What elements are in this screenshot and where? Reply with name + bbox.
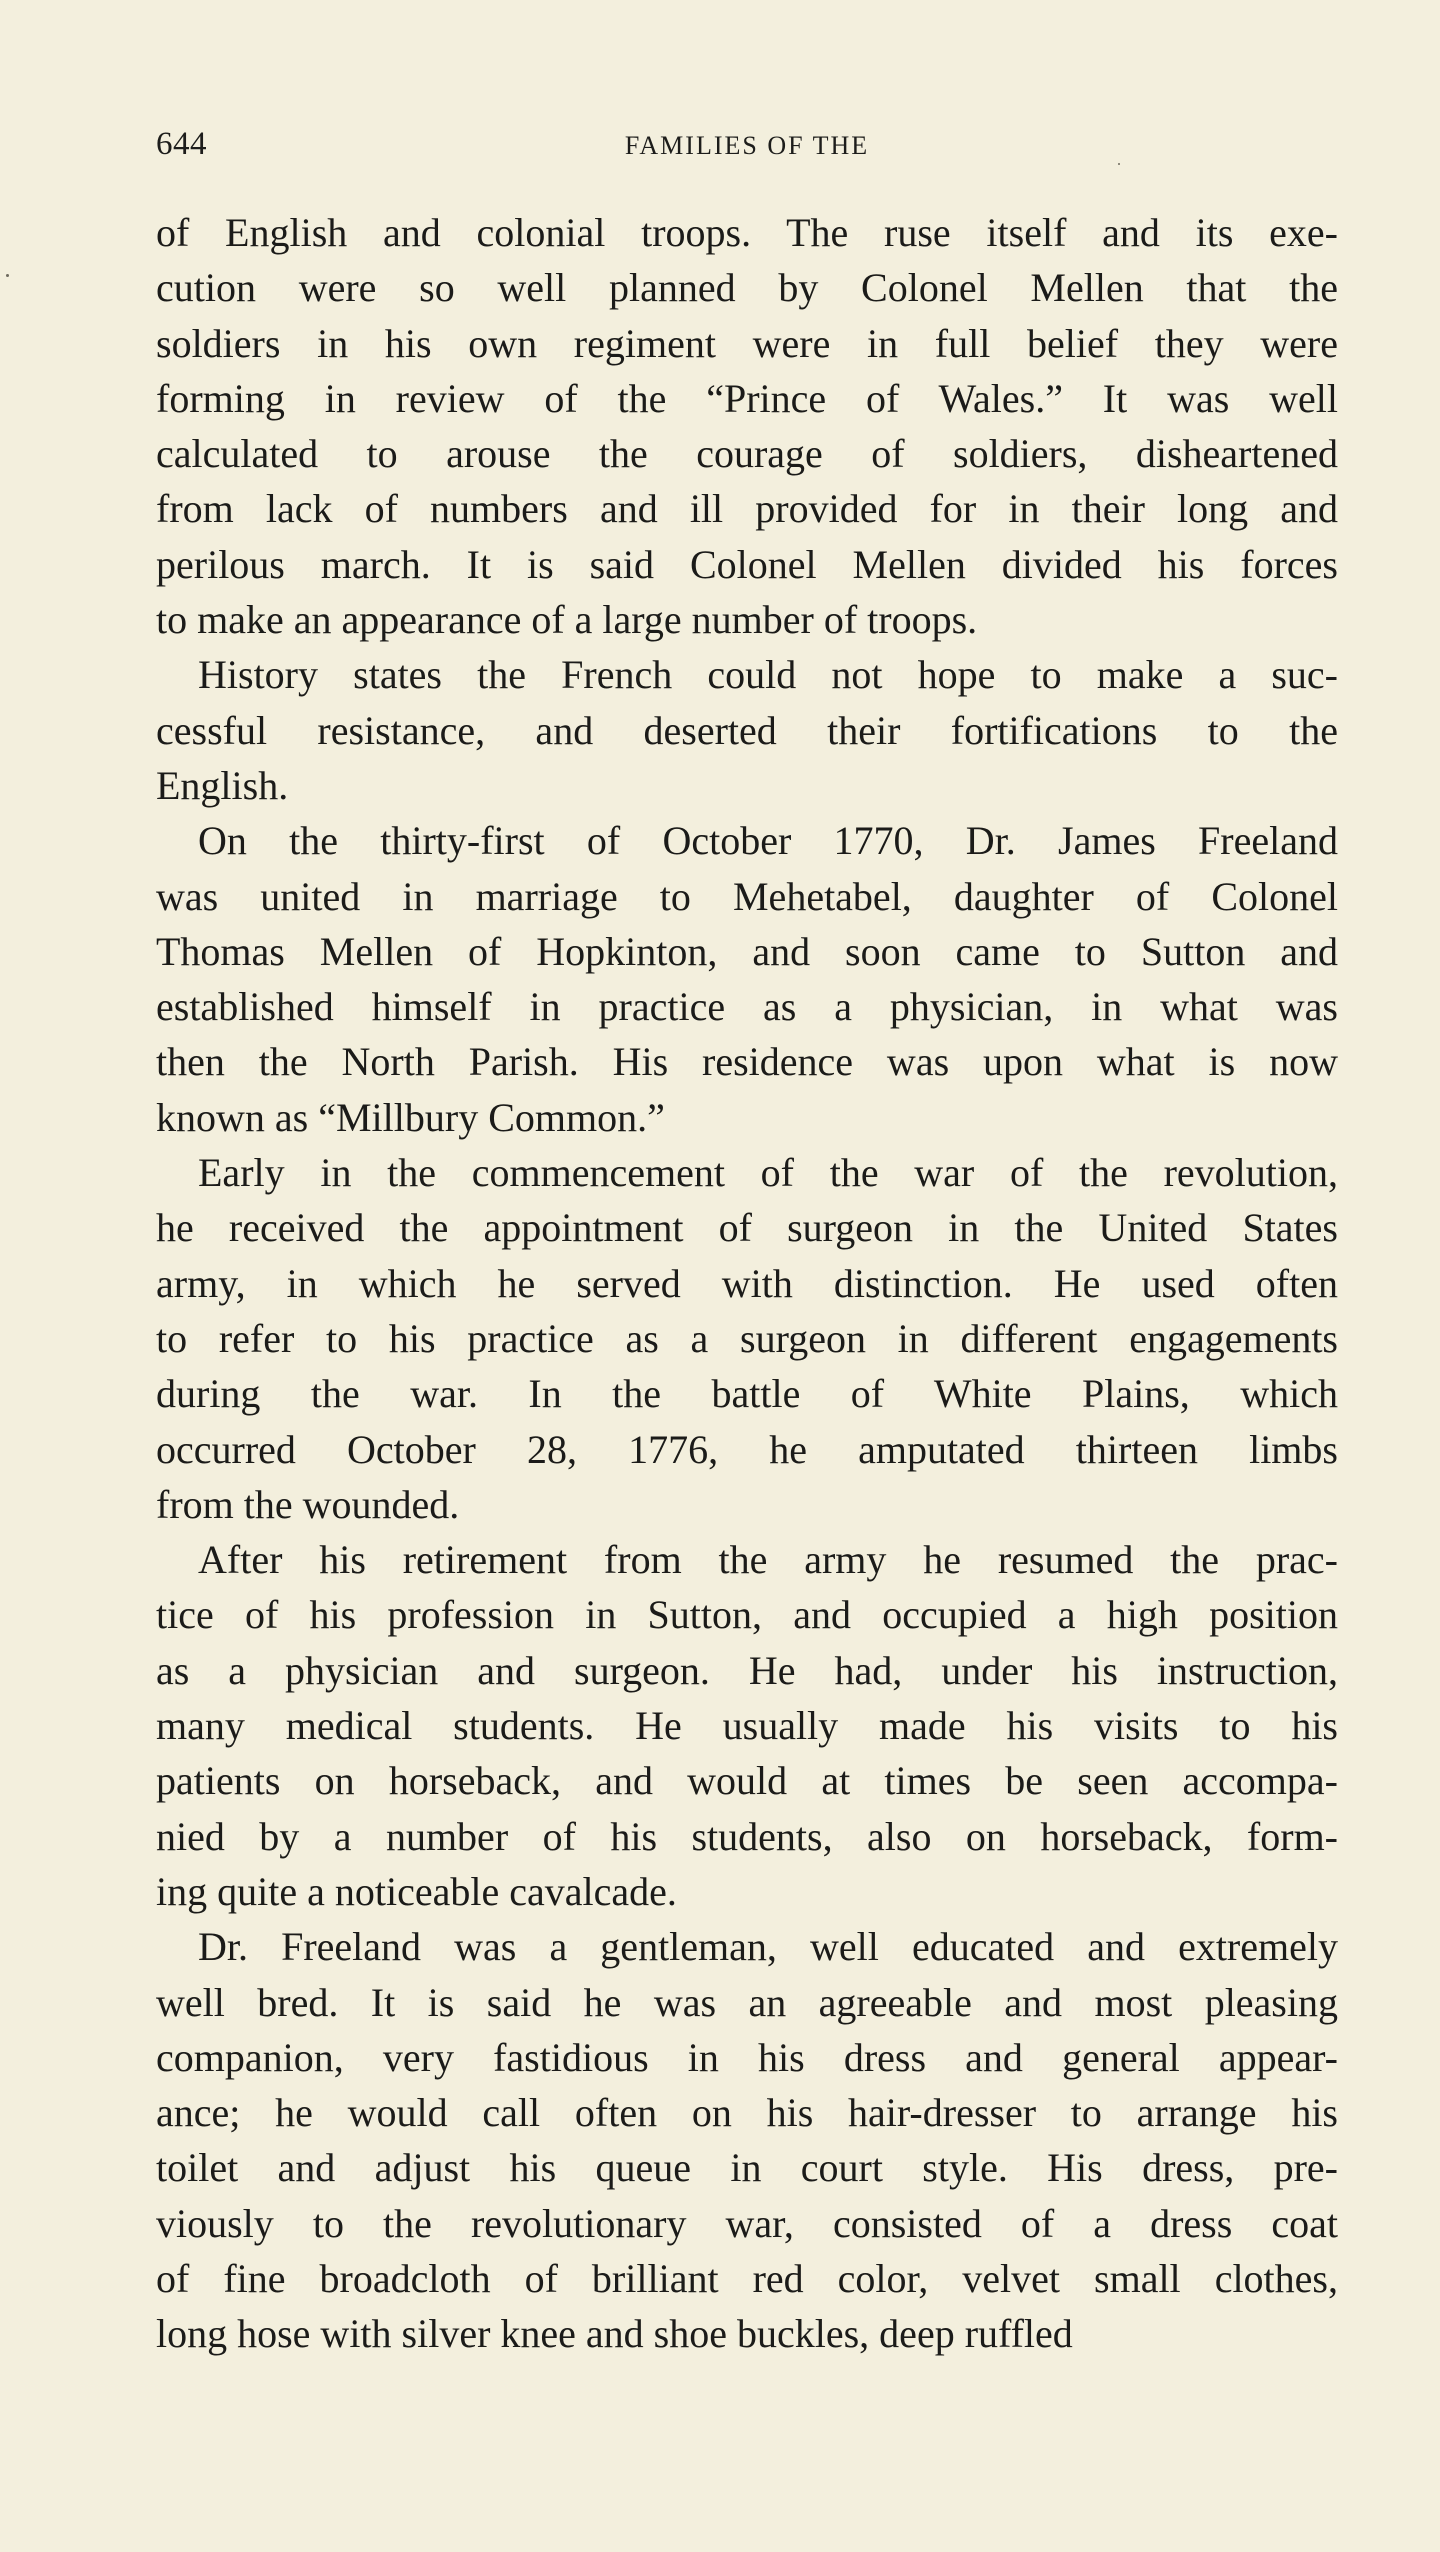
paragraph: [156, 1532, 1338, 1919]
text-line: viously to the revolutionary war, consisted of a dress coat: [156, 2200, 1338, 2246]
text-line: long hose with silver knee and shoe buckles, deep ruffled: [156, 2311, 1073, 2357]
text-line: was united in marriage to Mehetabel, daughter of Colonel: [156, 873, 1338, 919]
text-line: during the war. In the battle of White Plains, which: [156, 1371, 1338, 1417]
text-line: perilous march. It is said Colonel Mellen divided his forces: [156, 541, 1338, 587]
text-line: Thomas Mellen of Hopkinton, and soon came to Sutton and: [156, 928, 1338, 974]
text-line: well bred. It is said he was an agreeable and most pleasing: [156, 1979, 1338, 2025]
text-line: ing quite a noticeable cavalcade.: [156, 1868, 677, 1914]
running-head: FAMILIES OF THE: [624, 131, 870, 160]
text-line: toilet and adjust his queue in court style. His dress, pre-: [156, 2145, 1338, 2191]
text-line: then the North Parish. His residence was upon what is now: [156, 1039, 1338, 1085]
text-line: soldiers in his own regiment were in full belief they were: [156, 320, 1338, 366]
paragraph: [156, 1145, 1338, 1532]
text-line: English.: [156, 762, 289, 808]
text-line: as a physician and surgeon. He had, under his instruction,: [156, 1647, 1338, 1693]
text-line: from lack of numbers and ill provided for in their long and: [156, 486, 1338, 532]
text-line: forming in review of the “Prince of Wales.” It was well: [156, 375, 1338, 421]
text-line: On the thirty-first of October 1770, Dr. James Freeland: [198, 818, 1338, 864]
text-line: from the wounded.: [156, 1481, 460, 1527]
text-line: of fine broadcloth of brilliant red color, velvet small clothes,: [156, 2255, 1338, 2301]
text-line: nied by a number of his students, also on horseback, form-: [156, 1813, 1338, 1859]
paper-speck: [6, 274, 9, 277]
text-line: ance; he would call often on his hair-dresser to arrange his: [156, 2090, 1338, 2136]
paper-speck: [1118, 163, 1120, 165]
text-line: of English and colonial troops. The ruse itself and its exe-: [156, 210, 1338, 255]
text-line: to make an appearance of a large number of troops.: [156, 597, 978, 643]
paragraph: [156, 813, 1338, 1145]
text-line: Early in the commencement of the war of the revolution,: [198, 1150, 1338, 1196]
text-line: known as “Millbury Common.”: [156, 1094, 665, 1140]
text-line: occurred October 28, 1776, he amputated thirteen limbs: [156, 1426, 1338, 1472]
paragraph: [156, 1919, 1338, 2361]
text-line: he received the appointment of surgeon in the United States: [156, 1205, 1338, 1251]
text-line: History states the French could not hope to make a suc-: [198, 652, 1338, 698]
text-line: companion, very fastidious in his dress and general appear-: [156, 2034, 1338, 2080]
text-line: established himself in practice as a physician, in what was: [156, 984, 1338, 1030]
paragraph: [156, 647, 1338, 813]
text-line: cessful resistance, and deserted their fortifications to the: [156, 707, 1338, 753]
text-line: calculated to arouse the courage of soldiers, disheartened: [156, 431, 1338, 477]
text-line: After his retirement from the army he resumed the prac-: [198, 1537, 1338, 1583]
page-number: 644: [156, 126, 207, 162]
paragraph: [156, 205, 1338, 647]
text-line: many medical students. He usually made his visits to his: [156, 1703, 1338, 1749]
text-line: tice of his profession in Sutton, and occupied a high position: [156, 1592, 1338, 1638]
text-line: patients on horseback, and would at times be seen accompa-: [156, 1758, 1338, 1804]
page-header: [156, 126, 1338, 170]
text-line: cution were so well planned by Colonel Mellen that the: [156, 265, 1338, 311]
body-text: [156, 205, 1338, 2362]
text-line: to refer to his practice as a surgeon in different engagements: [156, 1315, 1338, 1361]
text-line: army, in which he served with distinction. He used often: [156, 1260, 1338, 1306]
text-line: Dr. Freeland was a gentleman, well educated and extremely: [198, 1924, 1338, 1970]
